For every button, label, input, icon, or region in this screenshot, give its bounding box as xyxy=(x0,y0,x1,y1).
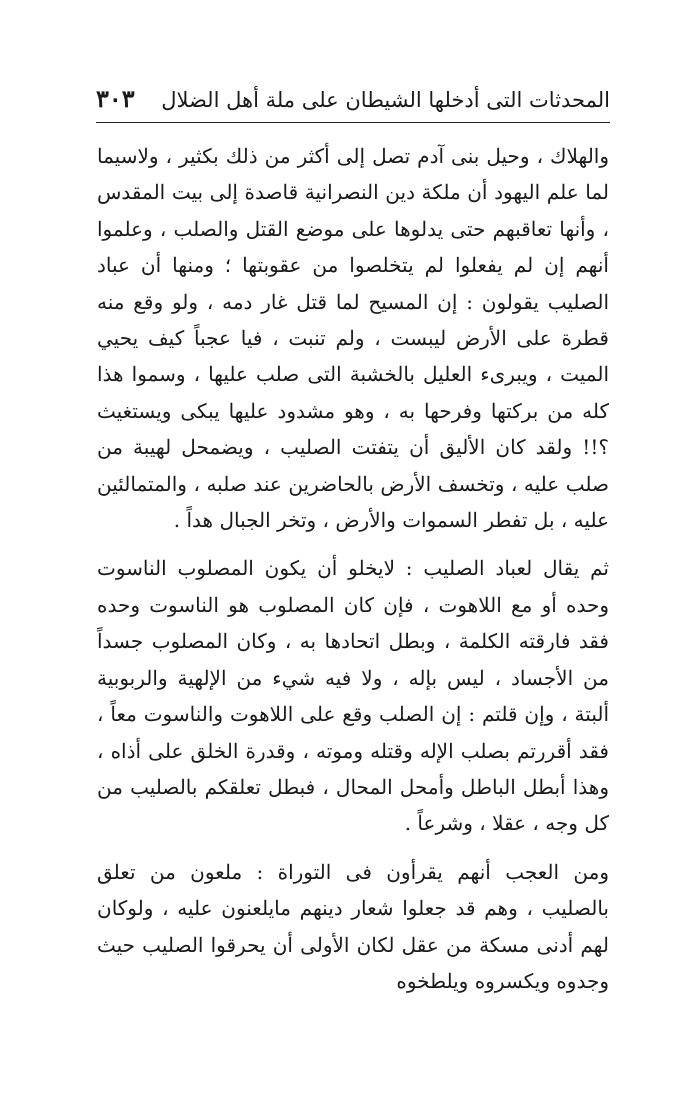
header-title: المحدثات التى أدخلها الشيطان على ملة أهل الضلال xyxy=(161,88,610,112)
paragraph-1: والهلاك ، وحيل بنى آدم تصل إلى أكثر من ذلك بكثير ، ولاسيما لما علم اليهود أن ملكة دين النصرانية قاصدة إلى بيت المقدس ، وأنها تعاقبهم حتى يدلوها على موضع القتل والصلب ، وعلموا أنهم إن لم يفعلوا لم يتخلصوا من عقوبتها ؛ ومنها أن عباد الصليب يقولون : إن المسيح لما قتل غار دمه ، ولو وقع منه قطرة على الأرض ليبست ، ولم تنبت ، فيا عجباً كيف يحيي الميت ، ويبرىء العليل بالخشبة التى صلب عليها ، وسموا هذا كله من بركتها وفرحها به ، وهو مشدود عليها يبكى ويستغيث ؟!! ولقد كان الأليق أن يتفتت الصليب ، ويضمحل لهيبة من صلب عليه ، وتخسف الأرض بالحاضرين عند صلبه ، والمتمالئين عليه ، بل تفطر السموات والأرض ، وتخر الجبال هداً . xyxy=(97,144,609,533)
body-text xyxy=(97,138,609,999)
paragraph-2: ثم يقال لعباد الصليب : لايخلو أن يكون المصلوب الناسوت وحده أو مع اللاهوت ، فإن كان المصلوب هو الناسوت وحده فقد فارقته الكلمة ، وبطل اتحادها به ، وكان المصلوب جسداً من الأجساد ، ليس بإله ، ولا فيه شيء من الإلهية والربوبية ألبتة ، وإن قلتم : إن الصلب وقع على اللاهوت والناسوت معاً ، فقد أقررتم بصلب الإله وقتله وموته ، وقدرة الخلق على أذاه ، وهذا أبطل الباطل وأمحل المحال ، فبطل تعلقكم بالصليب من كل وجه ، عقلا ، وشرعاً . xyxy=(97,556,609,836)
paragraph-3: ومن العجب أنهم يقرأون فى التوراة : ملعون من تعلق بالصليب ، وهم قد جعلوا شعار دينهم مايلعنون عليه ، ولوكان لهم أدنى مسكة من عقل لكان الأولى أن يحرقوا الصليب حيث وجدوه ويكسروه ويلطخوه xyxy=(97,859,609,993)
page-number: ٣٠٣ xyxy=(96,84,135,113)
header-rule xyxy=(96,122,610,123)
running-header xyxy=(96,82,610,120)
